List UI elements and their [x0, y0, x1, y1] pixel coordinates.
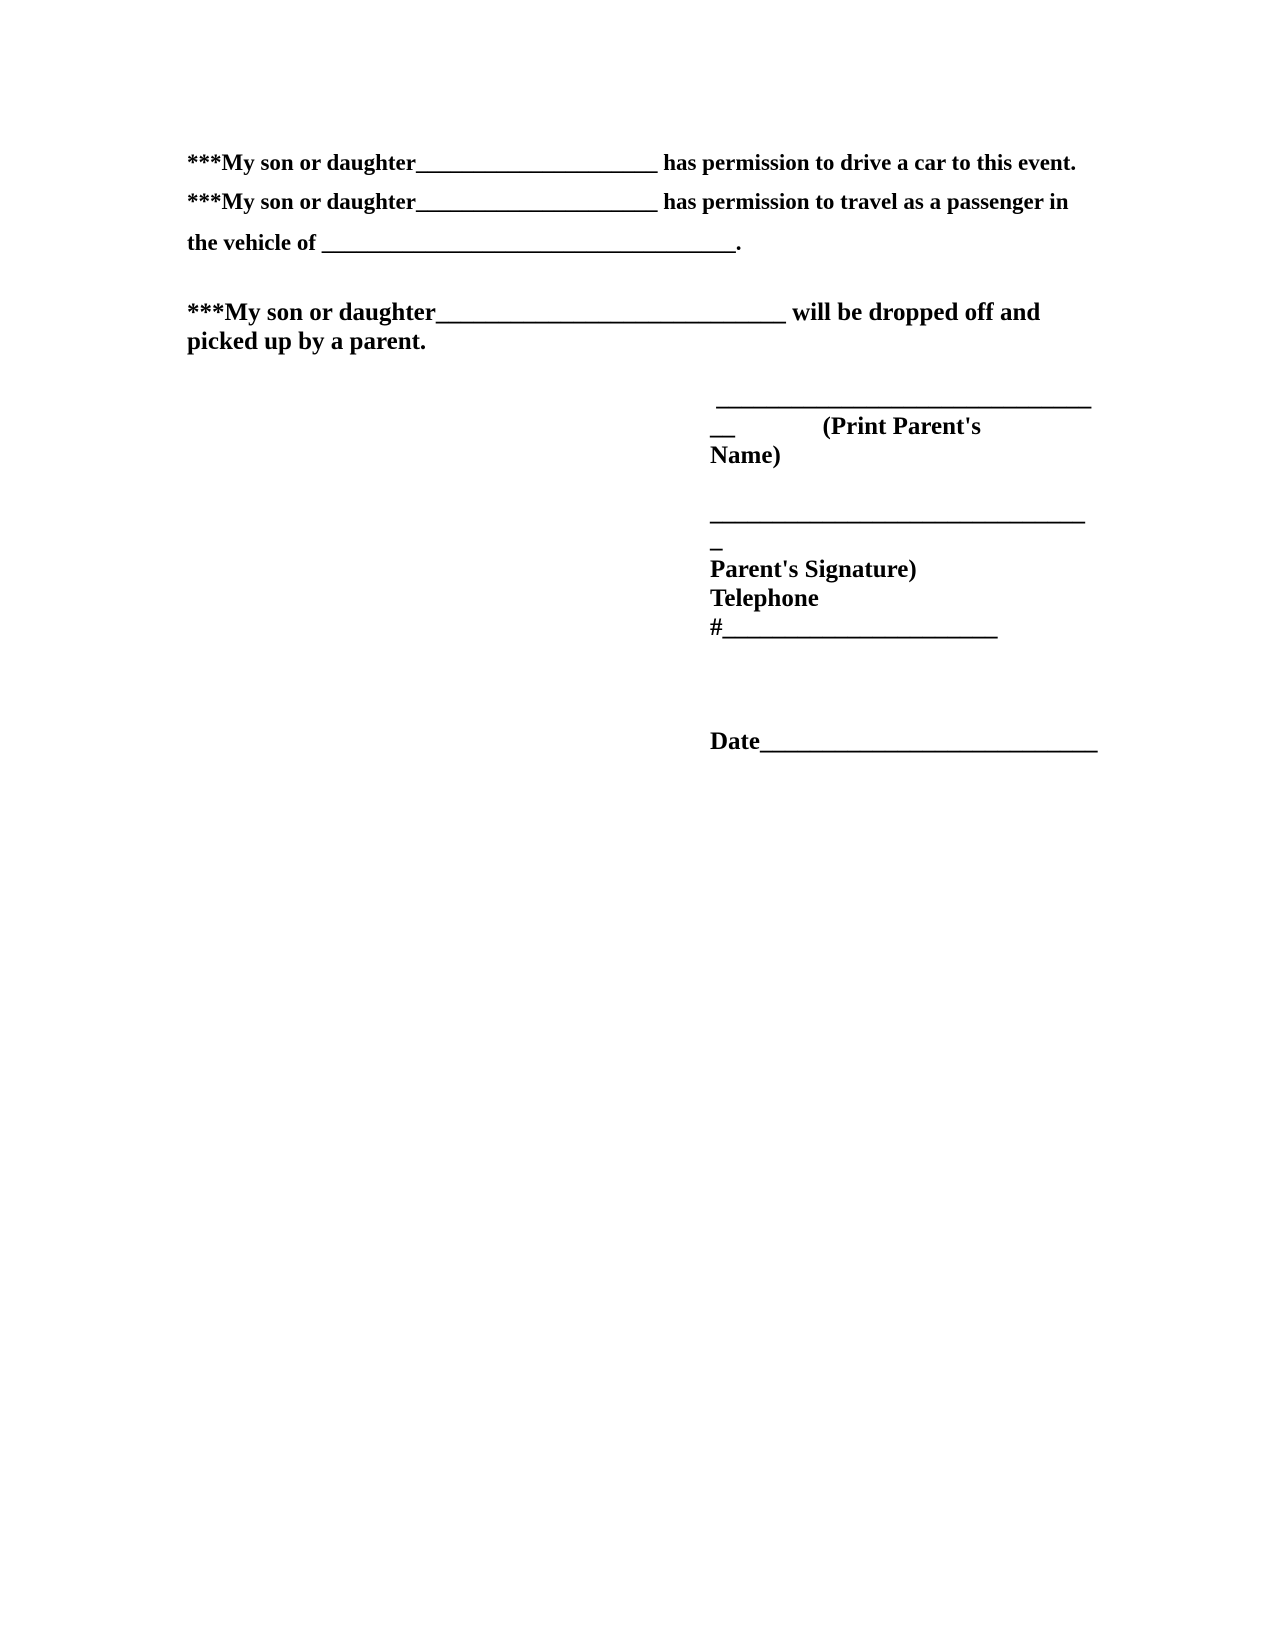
date-field: Date___________________________	[710, 728, 1098, 755]
signature-rule-tail: _	[710, 526, 723, 553]
signature-rule: ______________________________	[710, 499, 1085, 526]
passenger-permission-line-1: ***My son or daughter_____________________ has permission to travel as a passenger in	[187, 189, 1069, 214]
drive-permission-line: ***My son or daughter_____________________ has permission to drive a car to this event.	[187, 150, 1077, 175]
print-name-rule: ______________________________	[710, 384, 1092, 411]
print-name-label-cont: Name)	[710, 442, 781, 469]
telephone-label: Telephone	[710, 585, 819, 612]
dropoff-line-1: ***My son or daughter____________________________ will be dropped off and	[187, 299, 1041, 326]
dropoff-line-2: picked up by a parent.	[187, 328, 427, 355]
signature-label: Parent's Signature)	[710, 556, 917, 583]
telephone-field: #______________________	[710, 614, 998, 641]
passenger-permission-line-2: the vehicle of ____________________________________.	[187, 230, 742, 255]
print-name-label: __ (Print Parent's	[710, 413, 982, 440]
